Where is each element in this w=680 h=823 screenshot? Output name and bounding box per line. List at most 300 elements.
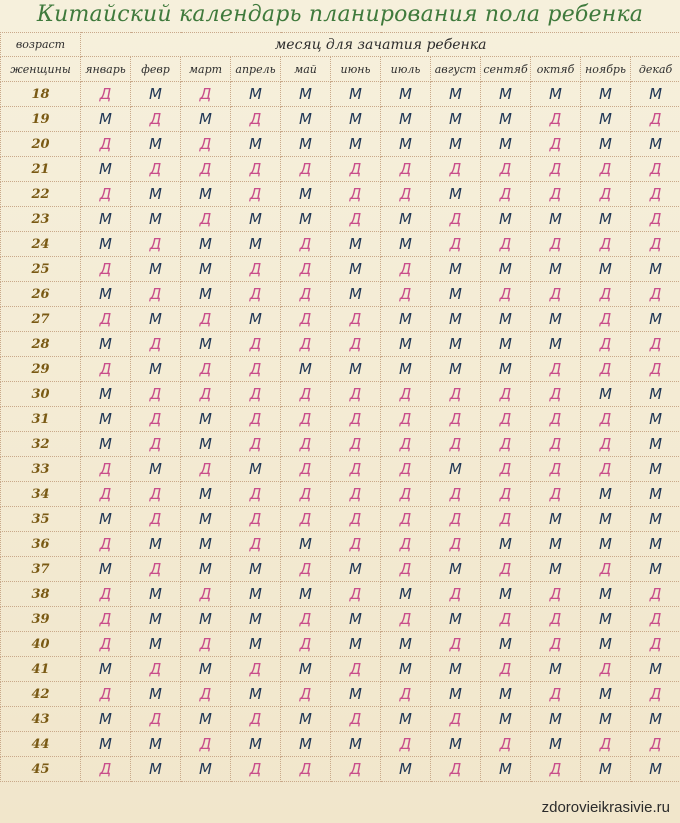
boy-cell: М <box>481 207 531 232</box>
boy-cell: М <box>581 607 631 632</box>
girl-cell: Д <box>531 357 581 382</box>
girl-cell: Д <box>231 107 281 132</box>
girl-cell: Д <box>531 457 581 482</box>
girl-cell: Д <box>81 307 131 332</box>
boy-cell: М <box>131 682 181 707</box>
girl-cell: Д <box>131 407 181 432</box>
boy-cell: М <box>581 482 631 507</box>
girl-cell: Д <box>331 582 381 607</box>
boy-cell: М <box>481 107 531 132</box>
boy-cell: М <box>531 557 581 582</box>
girl-cell: Д <box>531 382 581 407</box>
boy-cell: М <box>631 757 680 782</box>
girl-cell: Д <box>231 532 281 557</box>
table-row <box>1 707 680 732</box>
month-header: август <box>431 57 481 82</box>
girl-cell: Д <box>481 282 531 307</box>
boy-cell: М <box>81 507 131 532</box>
girl-cell: Д <box>231 657 281 682</box>
boy-cell: М <box>431 82 481 107</box>
boy-cell: М <box>481 707 531 732</box>
girl-cell: Д <box>631 732 680 757</box>
boy-cell: М <box>531 532 581 557</box>
boy-cell: М <box>131 732 181 757</box>
boy-cell: М <box>631 482 680 507</box>
table-row <box>1 632 680 657</box>
boy-cell: М <box>81 232 131 257</box>
girl-cell: Д <box>181 132 231 157</box>
girl-cell: Д <box>581 557 631 582</box>
girl-cell: Д <box>231 407 281 432</box>
girl-cell: Д <box>181 207 231 232</box>
girl-cell: Д <box>81 582 131 607</box>
age-cell: 31 <box>1 407 81 432</box>
boy-cell: М <box>531 257 581 282</box>
boy-cell: М <box>431 182 481 207</box>
boy-cell: М <box>131 82 181 107</box>
boy-cell: М <box>431 457 481 482</box>
girl-cell: Д <box>631 632 680 657</box>
girl-cell: Д <box>281 507 331 532</box>
girl-cell: Д <box>181 682 231 707</box>
boy-cell: М <box>181 182 231 207</box>
boy-cell: М <box>231 557 281 582</box>
boy-cell: М <box>381 357 431 382</box>
boy-cell: М <box>631 257 680 282</box>
girl-cell: Д <box>231 482 281 507</box>
boy-cell: М <box>481 682 531 707</box>
girl-cell: Д <box>431 757 481 782</box>
table-row <box>1 757 680 782</box>
boy-cell: М <box>131 532 181 557</box>
boy-cell: М <box>631 82 680 107</box>
age-cell: 28 <box>1 332 81 357</box>
boy-cell: М <box>231 82 281 107</box>
girl-cell: Д <box>581 182 631 207</box>
girl-cell: Д <box>231 507 281 532</box>
boy-cell: М <box>581 107 631 132</box>
age-cell: 32 <box>1 432 81 457</box>
boy-cell: М <box>481 82 531 107</box>
girl-cell: Д <box>531 282 581 307</box>
boy-cell: М <box>131 632 181 657</box>
month-header: октяб <box>531 57 581 82</box>
boy-cell: М <box>131 607 181 632</box>
girl-cell: Д <box>631 207 680 232</box>
girl-cell: Д <box>631 607 680 632</box>
girl-cell: Д <box>181 382 231 407</box>
girl-cell: Д <box>281 607 331 632</box>
boy-cell: М <box>581 757 631 782</box>
boy-cell: М <box>181 407 231 432</box>
girl-cell: Д <box>181 157 231 182</box>
boy-cell: М <box>181 532 231 557</box>
month-header: март <box>181 57 231 82</box>
table-row <box>1 732 680 757</box>
boy-cell: М <box>81 207 131 232</box>
girl-cell: Д <box>381 257 431 282</box>
month-header: сентяб <box>481 57 531 82</box>
table-row <box>1 682 680 707</box>
boy-cell: М <box>481 757 531 782</box>
girl-cell: Д <box>81 182 131 207</box>
boy-cell: М <box>531 207 581 232</box>
boy-cell: М <box>431 557 481 582</box>
page-title: Китайский календарь планирования пола ребенка <box>36 2 644 27</box>
girl-cell: Д <box>281 332 331 357</box>
boy-cell: М <box>231 632 281 657</box>
boy-cell: М <box>281 182 331 207</box>
boy-cell: М <box>131 182 181 207</box>
boy-cell: М <box>81 557 131 582</box>
month-header: февр <box>131 57 181 82</box>
age-cell: 37 <box>1 557 81 582</box>
girl-cell: Д <box>381 407 431 432</box>
table-row <box>1 657 680 682</box>
age-cell: 19 <box>1 107 81 132</box>
boy-cell: М <box>481 332 531 357</box>
girl-cell: Д <box>431 407 481 432</box>
boy-cell: М <box>631 507 680 532</box>
girl-cell: Д <box>481 557 531 582</box>
girl-cell: Д <box>481 382 531 407</box>
age-cell: 26 <box>1 282 81 307</box>
boy-cell: М <box>131 457 181 482</box>
girl-cell: Д <box>281 757 331 782</box>
boy-cell: М <box>431 257 481 282</box>
boy-cell: М <box>431 357 481 382</box>
boy-cell: М <box>181 757 231 782</box>
boy-cell: М <box>181 607 231 632</box>
girl-cell: Д <box>331 382 381 407</box>
girl-cell: Д <box>481 432 531 457</box>
girl-cell: Д <box>81 457 131 482</box>
table-row <box>1 232 680 257</box>
girl-cell: Д <box>381 532 431 557</box>
boy-cell: М <box>81 432 131 457</box>
girl-cell: Д <box>381 282 431 307</box>
boy-cell: М <box>381 582 431 607</box>
girl-cell: Д <box>431 232 481 257</box>
girl-cell: Д <box>231 157 281 182</box>
girl-cell: Д <box>231 707 281 732</box>
table-row <box>1 482 680 507</box>
girl-cell: Д <box>531 682 581 707</box>
boy-cell: М <box>231 207 281 232</box>
boy-cell: М <box>431 732 481 757</box>
boy-cell: М <box>381 232 431 257</box>
boy-cell: М <box>431 282 481 307</box>
boy-cell: М <box>581 257 631 282</box>
girl-cell: Д <box>281 407 331 432</box>
boy-cell: М <box>631 557 680 582</box>
girl-cell: Д <box>181 582 231 607</box>
boy-cell: М <box>231 732 281 757</box>
girl-cell: Д <box>81 607 131 632</box>
girl-cell: Д <box>581 157 631 182</box>
age-cell: 27 <box>1 307 81 332</box>
girl-cell: Д <box>631 232 680 257</box>
boy-cell: М <box>531 657 581 682</box>
age-cell: 21 <box>1 157 81 182</box>
age-cell: 29 <box>1 357 81 382</box>
girl-cell: Д <box>81 757 131 782</box>
boy-cell: М <box>81 707 131 732</box>
girl-cell: Д <box>131 282 181 307</box>
boy-cell: М <box>631 707 680 732</box>
boy-cell: М <box>631 132 680 157</box>
girl-cell: Д <box>281 257 331 282</box>
table-row <box>1 607 680 632</box>
age-cell: 44 <box>1 732 81 757</box>
boy-cell: М <box>281 82 331 107</box>
girl-cell: Д <box>481 607 531 632</box>
boy-cell: М <box>631 432 680 457</box>
boy-cell: М <box>181 507 231 532</box>
girl-cell: Д <box>531 232 581 257</box>
girl-cell: Д <box>131 507 181 532</box>
girl-cell: Д <box>431 157 481 182</box>
girl-cell: Д <box>531 182 581 207</box>
table-row <box>1 457 680 482</box>
girl-cell: Д <box>231 357 281 382</box>
girl-cell: Д <box>481 457 531 482</box>
month-header: май <box>281 57 331 82</box>
boy-cell: М <box>231 457 281 482</box>
age-cell: 43 <box>1 707 81 732</box>
boy-cell: М <box>531 732 581 757</box>
table-row <box>1 432 680 457</box>
boy-cell: М <box>131 307 181 332</box>
girl-cell: Д <box>381 182 431 207</box>
age-header-line2: женщины <box>1 57 81 82</box>
girl-cell: Д <box>181 82 231 107</box>
girl-cell: Д <box>281 282 331 307</box>
boy-cell: М <box>331 282 381 307</box>
boy-cell: М <box>231 132 281 157</box>
boy-cell: М <box>531 332 581 357</box>
boy-cell: М <box>481 582 531 607</box>
boy-cell: М <box>281 707 331 732</box>
age-cell: 20 <box>1 132 81 157</box>
boy-cell: М <box>281 107 331 132</box>
boy-cell: М <box>181 282 231 307</box>
girl-cell: Д <box>331 332 381 357</box>
girl-cell: Д <box>281 432 331 457</box>
boy-cell: М <box>431 682 481 707</box>
table-row <box>1 332 680 357</box>
girl-cell: Д <box>231 757 281 782</box>
girl-cell: Д <box>381 557 431 582</box>
boy-cell: М <box>331 132 381 157</box>
boy-cell: М <box>231 582 281 607</box>
girl-cell: Д <box>431 507 481 532</box>
boy-cell: М <box>131 582 181 607</box>
boy-cell: М <box>381 757 431 782</box>
age-cell: 36 <box>1 532 81 557</box>
boy-cell: М <box>631 307 680 332</box>
boy-cell: М <box>431 132 481 157</box>
girl-cell: Д <box>81 132 131 157</box>
boy-cell: М <box>231 232 281 257</box>
girl-cell: Д <box>581 407 631 432</box>
months-span-header: месяц для зачатия ребенка <box>81 33 680 57</box>
boy-cell: М <box>281 582 331 607</box>
girl-cell: Д <box>581 282 631 307</box>
boy-cell: М <box>531 82 581 107</box>
boy-cell: М <box>331 107 381 132</box>
boy-cell: М <box>581 707 631 732</box>
girl-cell: Д <box>631 107 680 132</box>
table-row <box>1 157 680 182</box>
girl-cell: Д <box>81 532 131 557</box>
boy-cell: М <box>181 707 231 732</box>
boy-cell: М <box>131 207 181 232</box>
boy-cell: М <box>231 607 281 632</box>
boy-cell: М <box>181 257 231 282</box>
boy-cell: М <box>131 132 181 157</box>
boy-cell: М <box>631 657 680 682</box>
age-cell: 41 <box>1 657 81 682</box>
girl-cell: Д <box>531 632 581 657</box>
girl-cell: Д <box>581 307 631 332</box>
girl-cell: Д <box>431 632 481 657</box>
girl-cell: Д <box>531 432 581 457</box>
girl-cell: Д <box>281 557 331 582</box>
boy-cell: М <box>381 207 431 232</box>
girl-cell: Д <box>131 482 181 507</box>
girl-cell: Д <box>281 232 331 257</box>
boy-cell: М <box>131 257 181 282</box>
boy-cell: М <box>581 382 631 407</box>
boy-cell: М <box>481 132 531 157</box>
table-row <box>1 507 680 532</box>
boy-cell: М <box>81 732 131 757</box>
girl-cell: Д <box>531 582 581 607</box>
boy-cell: М <box>581 532 631 557</box>
girl-cell: Д <box>331 307 381 332</box>
boy-cell: М <box>331 557 381 582</box>
age-cell: 40 <box>1 632 81 657</box>
girl-cell: Д <box>381 432 431 457</box>
boy-cell: М <box>631 532 680 557</box>
girl-cell: Д <box>131 657 181 682</box>
boy-cell: М <box>581 582 631 607</box>
age-cell: 22 <box>1 182 81 207</box>
age-cell: 30 <box>1 382 81 407</box>
boy-cell: М <box>331 257 381 282</box>
boy-cell: М <box>431 107 481 132</box>
girl-cell: Д <box>131 707 181 732</box>
boy-cell: М <box>181 557 231 582</box>
age-cell: 23 <box>1 207 81 232</box>
boy-cell: М <box>381 82 431 107</box>
girl-cell: Д <box>81 482 131 507</box>
girl-cell: Д <box>381 457 431 482</box>
girl-cell: Д <box>331 757 381 782</box>
girl-cell: Д <box>531 482 581 507</box>
boy-cell: М <box>131 757 181 782</box>
girl-cell: Д <box>231 257 281 282</box>
girl-cell: Д <box>281 157 331 182</box>
girl-cell: Д <box>481 482 531 507</box>
boy-cell: М <box>381 332 431 357</box>
boy-cell: М <box>331 732 381 757</box>
boy-cell: М <box>381 132 431 157</box>
girl-cell: Д <box>331 482 381 507</box>
girl-cell: Д <box>231 282 281 307</box>
boy-cell: М <box>281 732 331 757</box>
girl-cell: Д <box>531 607 581 632</box>
girl-cell: Д <box>181 307 231 332</box>
girl-cell: Д <box>131 432 181 457</box>
month-header: декаб <box>631 57 680 82</box>
girl-cell: Д <box>131 557 181 582</box>
girl-cell: Д <box>331 657 381 682</box>
boy-cell: М <box>481 307 531 332</box>
girl-cell: Д <box>331 157 381 182</box>
girl-cell: Д <box>331 532 381 557</box>
boy-cell: М <box>581 507 631 532</box>
boy-cell: М <box>131 357 181 382</box>
age-cell: 38 <box>1 582 81 607</box>
girl-cell: Д <box>331 207 381 232</box>
girl-cell: Д <box>481 182 531 207</box>
site-watermark: zdorovieikrasivie.ru <box>541 799 670 816</box>
boy-cell: М <box>631 382 680 407</box>
age-cell: 35 <box>1 507 81 532</box>
girl-cell: Д <box>231 382 281 407</box>
boy-cell: М <box>431 657 481 682</box>
boy-cell: М <box>81 407 131 432</box>
age-cell: 25 <box>1 257 81 282</box>
boy-cell: М <box>631 407 680 432</box>
girl-cell: Д <box>381 507 431 532</box>
boy-cell: М <box>331 682 381 707</box>
girl-cell: Д <box>281 382 331 407</box>
boy-cell: М <box>231 307 281 332</box>
boy-cell: М <box>181 107 231 132</box>
boy-cell: М <box>181 432 231 457</box>
boy-cell: М <box>581 82 631 107</box>
boy-cell: М <box>81 382 131 407</box>
boy-cell: М <box>431 607 481 632</box>
girl-cell: Д <box>481 157 531 182</box>
girl-cell: Д <box>331 707 381 732</box>
age-cell: 33 <box>1 457 81 482</box>
girl-cell: Д <box>231 432 281 457</box>
girl-cell: Д <box>131 332 181 357</box>
gender-calendar-table <box>0 32 680 782</box>
table-row <box>1 382 680 407</box>
girl-cell: Д <box>81 257 131 282</box>
boy-cell: М <box>581 632 631 657</box>
girl-cell: Д <box>481 407 531 432</box>
boy-cell: М <box>631 457 680 482</box>
girl-cell: Д <box>431 207 481 232</box>
boy-cell: М <box>331 632 381 657</box>
table-row <box>1 407 680 432</box>
boy-cell: М <box>531 707 581 732</box>
girl-cell: Д <box>181 457 231 482</box>
girl-cell: Д <box>431 432 481 457</box>
boy-cell: М <box>431 307 481 332</box>
girl-cell: Д <box>531 107 581 132</box>
girl-cell: Д <box>631 182 680 207</box>
table-row <box>1 582 680 607</box>
girl-cell: Д <box>531 757 581 782</box>
age-cell: 34 <box>1 482 81 507</box>
